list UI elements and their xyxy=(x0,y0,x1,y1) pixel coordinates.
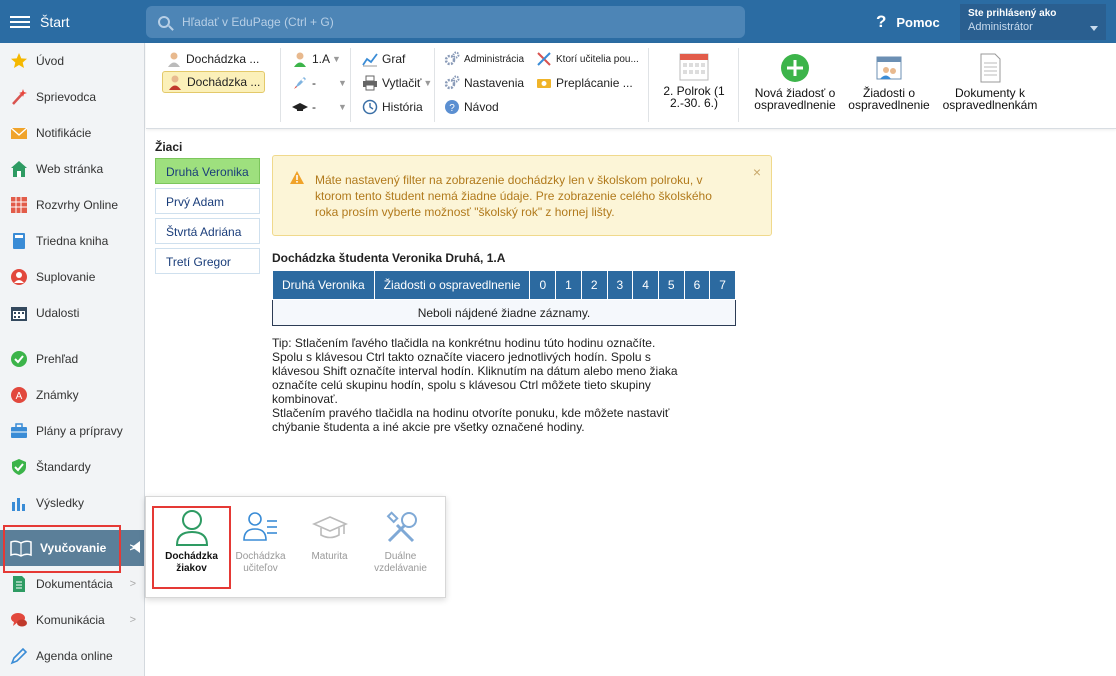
toolbar-divider xyxy=(434,48,435,122)
student-item[interactable]: Prvý Adam xyxy=(155,188,260,214)
highlight-box-sidebar xyxy=(3,525,121,573)
submenu-label-line1: Maturita xyxy=(311,551,348,562)
chevron-right-icon: > xyxy=(129,578,136,590)
warning-icon xyxy=(289,170,305,189)
class-select[interactable] xyxy=(292,51,341,67)
excuse-documents-line1: Dokumenty k xyxy=(954,86,1026,100)
plus-circle-icon xyxy=(750,53,840,87)
submenu-label-line1: Duálne xyxy=(384,551,417,562)
column-header[interactable]: Žiadosti o ospravedlnenie xyxy=(374,271,530,300)
money-icon xyxy=(536,75,552,91)
tab-label: Dochádzka ... xyxy=(187,75,261,89)
guide-label: Návod xyxy=(464,100,499,114)
sidebar-item-label: Udalosti xyxy=(36,306,80,320)
hamburger-icon xyxy=(10,13,30,31)
search-input[interactable] xyxy=(146,6,745,38)
house-icon xyxy=(10,160,28,178)
column-header[interactable]: 6 xyxy=(684,271,710,300)
sidebar-item-rozvrhy[interactable] xyxy=(0,187,144,223)
excuse-requests-button[interactable] xyxy=(846,53,932,111)
clock-icon xyxy=(362,99,378,115)
which-teachers-button[interactable] xyxy=(536,51,639,67)
sidebar-item-label: Komunikácia xyxy=(36,613,105,627)
help-label: Pomoc xyxy=(896,14,940,30)
settings-button[interactable] xyxy=(444,75,524,91)
start-label: Štart xyxy=(40,13,70,30)
empty-message: Neboli nájdené žiadne záznamy. xyxy=(273,300,736,326)
attendance-table xyxy=(272,270,736,326)
print-button[interactable] xyxy=(362,75,432,91)
sidebar-item-label: Známky xyxy=(36,388,79,402)
admin-label: Administrácia xyxy=(464,53,525,65)
tools-icon xyxy=(363,507,438,547)
chevron-right-icon: > xyxy=(129,614,136,626)
student-icon xyxy=(167,74,183,90)
sidebar-item-label: Úvod xyxy=(36,54,65,68)
column-header[interactable]: 2 xyxy=(581,271,607,300)
submenu-label-line1: Dochádzka xyxy=(165,551,218,562)
sidebar-item-label: Notifikácie xyxy=(36,126,92,140)
student-item[interactable]: Tretí Gregor xyxy=(155,248,260,274)
sidebar-item-standardy[interactable] xyxy=(0,449,144,485)
tab-label: Dochádzka ... xyxy=(186,52,260,66)
class-icon xyxy=(292,51,308,67)
calendar-people-icon xyxy=(846,53,932,87)
highlight-box-submenu xyxy=(152,506,231,589)
line-chart-icon xyxy=(362,51,378,67)
filter-2-value: - xyxy=(312,76,316,90)
substitute-icon xyxy=(10,268,28,286)
table-header-row xyxy=(273,271,736,300)
dropdown-arrow-icon: ▼ xyxy=(423,78,433,88)
history-button[interactable] xyxy=(362,99,423,115)
graduation-cap-icon xyxy=(292,507,367,547)
column-header[interactable]: 5 xyxy=(658,271,684,300)
submenu-teacher-attendance[interactable] xyxy=(223,507,298,575)
wand-icon xyxy=(10,88,28,106)
sidebar-item-label: Agenda online xyxy=(36,649,113,663)
new-excuse-line1: Nová žiadosť o xyxy=(754,86,836,100)
semester-line2: 2.-30. 6.) xyxy=(669,96,719,110)
sidebar-item-uvod[interactable] xyxy=(0,43,144,79)
submenu-label-line2: vzdelávanie xyxy=(374,563,427,574)
timetable-icon xyxy=(10,196,28,214)
svg-text:?: ? xyxy=(449,103,455,114)
admin-button[interactable] xyxy=(444,51,524,67)
column-header[interactable]: 7 xyxy=(710,271,736,300)
alert-text: Máte nastavený filter na zobrazenie dochádzky len v školskom polroku, v ktorom tento študent nemá žiadne údaje. Pre zobrazenie celého školského roka prosím vyberte možnosť "školský rok" z hornej lišty. xyxy=(315,173,712,219)
sidebar-item-label: Rozvrhy Online xyxy=(36,198,119,212)
sidebar-item-label: Dokumentácia xyxy=(36,577,113,591)
sidebar-item-notifikacie[interactable] xyxy=(0,115,144,151)
new-excuse-button[interactable] xyxy=(750,53,840,111)
shield-check-icon xyxy=(10,458,28,476)
help-button[interactable] xyxy=(876,12,940,32)
gears-icon xyxy=(444,51,460,67)
new-excuse-line2: ospravedlnenie xyxy=(754,98,836,112)
check-circle-icon xyxy=(10,350,28,368)
toolbar-divider xyxy=(350,48,351,122)
student-item[interactable]: Štvrtá Adriána xyxy=(155,218,260,244)
settings-label: Nastavenia xyxy=(464,76,525,90)
envelope-icon xyxy=(10,124,28,142)
sidebar-item-plany[interactable] xyxy=(0,413,144,449)
dropdown-arrow-icon: ▼ xyxy=(338,102,347,112)
tip-text xyxy=(272,336,682,434)
submenu-maturita[interactable] xyxy=(292,507,367,563)
sidebar-item-znamky[interactable] xyxy=(0,377,144,413)
payment-button[interactable] xyxy=(536,75,633,91)
graduation-cap-icon xyxy=(292,99,308,115)
which-teachers-label: Ktorí učitelia pou... xyxy=(556,53,639,65)
calendar-grid-icon xyxy=(658,51,730,85)
sidebar-item-sprievodca[interactable] xyxy=(0,79,144,115)
filter-warning-alert xyxy=(272,155,772,236)
history-label: História xyxy=(382,100,423,114)
semester-select[interactable] xyxy=(658,51,730,109)
document-icon xyxy=(10,575,28,593)
column-header[interactable]: 4 xyxy=(633,271,659,300)
grades-icon xyxy=(10,386,28,404)
sidebar-item-prehlad[interactable] xyxy=(0,341,144,377)
tab-dochadzka-1[interactable] xyxy=(166,51,259,67)
submenu-label-line2: žiakov xyxy=(176,563,207,574)
submenu-label-line2: učiteľov xyxy=(243,563,278,574)
attendance-title: Dochádzka študenta Veronika Druhá, 1.A xyxy=(272,251,506,265)
class-value: 1.A xyxy=(312,52,331,66)
column-header[interactable]: 3 xyxy=(607,271,633,300)
chevron-down-icon xyxy=(1090,26,1098,31)
filter-select-2[interactable] xyxy=(292,75,347,91)
sidebar-item-label: Plány a prípravy xyxy=(36,424,123,438)
start-menu-button[interactable] xyxy=(0,0,145,43)
column-header[interactable]: 0 xyxy=(530,271,556,300)
calendar-icon xyxy=(10,304,28,322)
svg-text:A: A xyxy=(15,391,23,402)
sidebar-item-suplovanie[interactable] xyxy=(0,259,144,295)
sidebar-item-label: Sprievodca xyxy=(36,90,97,104)
sidebar-item-udalosti[interactable] xyxy=(0,295,144,331)
sidebar-item-agenda[interactable] xyxy=(0,638,144,674)
sidebar-item-label: Vyučovanie xyxy=(40,541,107,555)
briefcase-icon xyxy=(10,422,28,440)
excuse-requests-line2: ospravedlnenie xyxy=(848,98,930,112)
sidebar-item-vysledky[interactable] xyxy=(0,485,144,521)
toolbar xyxy=(146,43,1116,129)
top-bar xyxy=(0,0,1116,43)
excuse-documents-button[interactable] xyxy=(940,53,1040,111)
user-logged-label: Ste prihlásený ako xyxy=(968,8,1057,19)
pen-icon xyxy=(10,647,28,665)
graf-button[interactable] xyxy=(362,51,405,67)
sidebar xyxy=(0,43,145,676)
bar-chart-icon xyxy=(10,494,28,512)
toolbar-divider xyxy=(738,48,739,122)
book-icon xyxy=(10,232,28,250)
submenu-label-line1: Dochádzka xyxy=(235,551,286,562)
student-icon xyxy=(166,51,182,67)
user-role: Administrátor xyxy=(968,21,1033,33)
chat-icon xyxy=(10,611,28,629)
graf-label: Graf xyxy=(382,52,406,66)
printer-icon xyxy=(362,75,378,91)
sidebar-item-komunikacia[interactable] xyxy=(0,602,144,638)
tip-paragraph-1: Tip: Stlačením ľavého tlačidla na konkrétnu hodinu túto hodinu označíte. Spolu s klávesou Ctrl takto označíte viacero jednotlivých hodín. Spolu s klávesou Shift označíte interval hodín. Kliknutím na dátum alebo meno žiaka označíte celú skupinu hodín, spolu s klávesou Ctrl môžete tieto skupiny kombinovať. xyxy=(272,336,678,406)
filter-select-3[interactable] xyxy=(292,99,347,115)
students-title: Žiaci xyxy=(155,140,183,154)
excuse-documents-line2: ospravedlnenkám xyxy=(942,98,1038,112)
sidebar-item-label: Prehľad xyxy=(36,352,79,366)
sidebar-item-label: Web stránka xyxy=(36,162,104,176)
sidebar-item-label: Triedna kniha xyxy=(36,234,109,248)
sidebar-item-label: Štandardy xyxy=(36,460,91,474)
submenu-dual-education[interactable] xyxy=(363,507,438,575)
sidebar-item-triedna-kniha[interactable] xyxy=(0,223,144,259)
sidebar-item-web[interactable] xyxy=(0,151,144,187)
semester-line1: 2. Polrok (1 xyxy=(663,84,725,98)
popup-pointer xyxy=(129,541,140,554)
toolbar-divider xyxy=(280,48,281,122)
tip-paragraph-2: Stlačením pravého tlačidla na hodinu otvoríte ponuku, kde môžete nastaviť chýbanie študenta a iné akcie pre všetky označené hodiny. xyxy=(272,406,670,434)
gears-icon xyxy=(444,75,460,91)
user-menu[interactable] xyxy=(960,4,1106,40)
toolbar-divider xyxy=(648,48,649,122)
excuse-requests-line1: Žiadosti o xyxy=(862,86,916,100)
search-icon xyxy=(158,16,170,28)
tools-cross-icon xyxy=(536,51,552,67)
question-icon: ? xyxy=(876,12,887,31)
search-placeholder: Hľadať v EduPage (Ctrl + G) xyxy=(182,15,334,29)
tab-dochadzka-2[interactable] xyxy=(162,71,265,93)
sidebar-item-label: Suplovanie xyxy=(36,270,96,284)
payment-label: Preplácanie ... xyxy=(556,76,633,90)
dropdown-arrow-icon: ▼ xyxy=(338,78,347,88)
dropdown-arrow-icon: ▼ xyxy=(332,54,341,64)
sidebar-item-label: Výsledky xyxy=(36,496,85,510)
document-icon xyxy=(940,53,1040,87)
student-item[interactable]: Druhá Veronika xyxy=(155,158,260,184)
help-circle-icon xyxy=(444,99,460,115)
filter-3-value: - xyxy=(312,100,316,114)
chevron-right-icon: > xyxy=(129,542,136,554)
column-header[interactable]: 1 xyxy=(556,271,582,300)
column-header[interactable]: Druhá Veronika xyxy=(273,271,375,300)
teacher-list-icon xyxy=(223,507,298,547)
print-label: Vytlačiť xyxy=(382,76,422,90)
guide-button[interactable] xyxy=(444,99,499,115)
close-icon[interactable]: × xyxy=(752,164,761,180)
rocket-icon xyxy=(292,75,308,91)
star-icon xyxy=(10,52,28,70)
table-row xyxy=(273,300,736,326)
